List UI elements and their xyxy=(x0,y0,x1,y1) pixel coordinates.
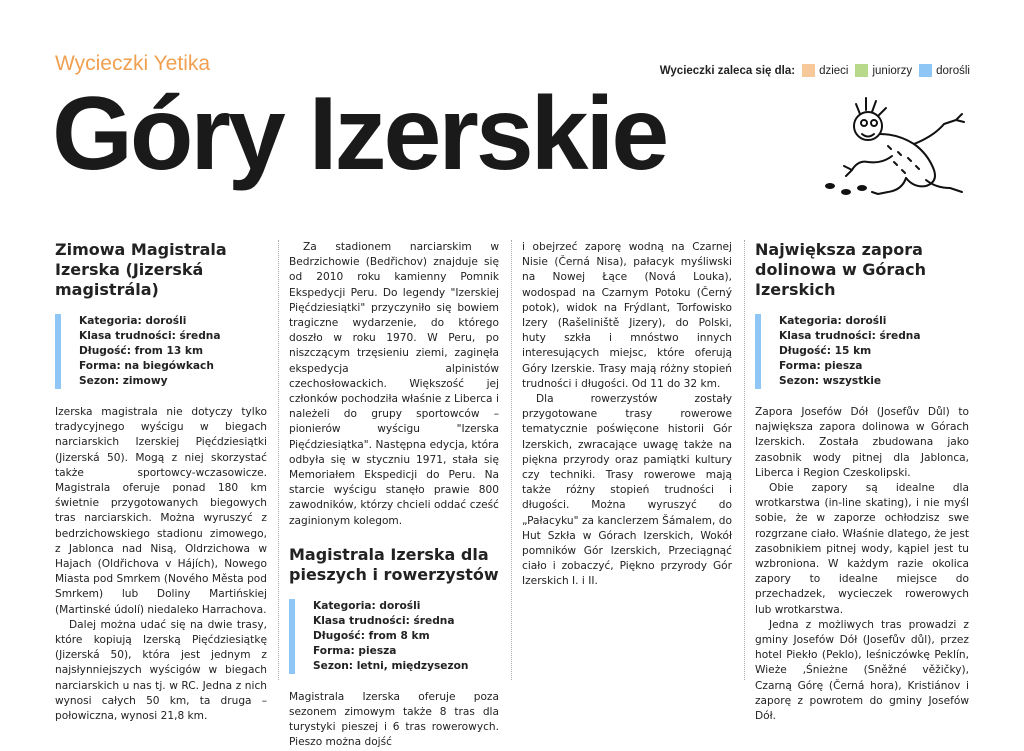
yeti-illustration xyxy=(822,96,972,202)
paragraph: Zapora Josefów Dół (Josefův Důl) to największa zapora dolinowa w Górach Izerskich. Została zbudowana jako zasobnik wody pitnej dla Jablonca, Liberca i Region Czeskolipski. xyxy=(755,406,969,479)
column-1 xyxy=(55,240,267,724)
info-season: Sezon: wszystkie xyxy=(779,375,882,387)
legend-label-children: dzieci xyxy=(819,64,849,77)
paragraph: Dalej można udać się na dwie trasy, które kopiują Izerską Pięćdziesiątkę (Jizerská 50), która jest jednym z najsłynniejszych wyścigów w biegach narciarskich u nas tj. w RC. Jedna z nich wynosi całych 50 km, ta druga – połowiczna, wynosi 21,8 km. xyxy=(55,618,267,723)
legend-swatch-juniors xyxy=(855,64,868,77)
column-3 xyxy=(522,240,732,590)
info-category: Kategoria: dorośli xyxy=(313,599,421,612)
info-season: Sezon: zimowy xyxy=(79,375,168,387)
legend-label-adults: dorośli xyxy=(936,64,970,77)
info-difficulty: Klasa trudności: średna xyxy=(779,330,921,342)
info-form: Forma: na biegówkach xyxy=(79,360,214,372)
info-length: Długość: from 13 km xyxy=(79,345,203,357)
info-difficulty: Klasa trudności: średna xyxy=(313,614,455,627)
legend-swatch-adults xyxy=(919,64,932,77)
info-category: Kategoria: dorośli xyxy=(79,315,187,327)
legend-caption: Wycieczki zaleca się dla: xyxy=(659,64,796,77)
trip-info-box xyxy=(755,314,969,389)
paragraph: i obejrzeć zaporę wodną na Czarnej Nisie (Černá Nisa), pałacyk myśliwski na Nowej Łące (Nová Louka), wodospad na Czarnym Potoku (Černý potok), widok na Frýdlant, Torfowisko Izery (Rašeliniště Jizery), do Polski, huty szkła i mnóstwo innych interesujących miejsc, które oferują Góry Izerskie. Trasy mają różny stopień trudności i długości. Od 11 do 32 km. xyxy=(522,241,732,390)
column-4 xyxy=(755,240,969,724)
info-season: Sezon: letni, międzysezon xyxy=(313,659,469,672)
info-length: Długość: 15 km xyxy=(779,345,872,357)
audience-legend xyxy=(660,64,970,77)
info-length: Długość: from 8 km xyxy=(313,629,430,642)
paragraph: Jedna z możliwych tras prowadzi z gminy Josefów Dół (Josefův důl), przez hotel Piekło (Peklo), leśniczówkę Peklín, Wieże ‚Śnieżne (Sněžné věžičky), Czarną Górę (Černá hora), Kristiánov i zaporę z powrotem do gminy Josefów Dół. xyxy=(755,618,969,723)
column-2 xyxy=(289,240,499,751)
paragraph: Obie zapory są idealne dla wrotkarstwa (in-line skating), i nie myśl sobie, że w zaporze ochłodzisz swe rozgrzane ciało. Właśnie dlatego, że jest zasobnikiem pitnej wody, kąpiel jest tu wzbroniona. W każdym razie okolica zapory to idealne miejsce do przechadzek, wycieczek rowerowych lub wrotkarstwa. xyxy=(755,482,969,616)
series-title: Wycieczki Yetika xyxy=(55,52,211,75)
column-divider xyxy=(511,240,512,680)
trip-info-box xyxy=(289,599,499,674)
paragraph: Dla rowerzystów zostały przygotowane trasy rowerowe tematycznie poświęcone historii Gór Izerskich, zwracające uwagę także na piękna przyrody oraz pamiątki kultury czy techniki. Trasy rowerowe mają także różny stopień trudności i długości. Można wyruszyć do „Pałacyku" za kanclerzem Šámalem, do Hut Szkła w Górach Izerskich, Wokół pomników Gór Izerskich, Przeciągnąć ciało i zobaczyć, Piękno przyrody Gór Izerskich I. i II. xyxy=(522,393,732,588)
paragraph: Magistrala Izerska oferuje poza sezonem zimowym także 8 tras dla turystyki pieszej i 6 tras rowerowych. Pieszo można dojść xyxy=(289,690,499,749)
column-divider xyxy=(278,240,279,680)
paragraph: Izerska magistrala nie dotyczy tylko tradycyjnego wyścigu w biegach narciarskich Izerskiej Pięćdziesiątki (Jizerská 50). Mogą z niej skorzystać także sportowcy-wczasowicze. Magistrala oferuje ponad 180 km świetnie przygotowanych biegowych tras narciarskich. Można wyruszyć z bedrzichowskiego stadionu zimowego, z Jablonca nad Nisą, Oldrzichowa w Hajach (Oldřichova v Hájích), Nowego Miasta pod Smrkem (Nového Města pod Smrkem) lub Doliny Martińskiej (Martinské údolí) niedaleko Harrachova. xyxy=(55,406,267,616)
page-title: Góry Izerskie xyxy=(52,76,667,192)
section-heading: Największa zapora dolinowa w Górach Izerskich xyxy=(755,240,926,299)
section-heading: Zimowa Magistrala Izerska (Jizerská magistrála) xyxy=(55,240,227,299)
legend-swatch-children xyxy=(802,64,815,77)
column-divider xyxy=(744,240,745,680)
info-category: Kategoria: dorośli xyxy=(779,315,887,327)
section-heading: Magistrala Izerska dla pieszych i rowerzystów xyxy=(289,544,499,584)
info-difficulty: Klasa trudności: średna xyxy=(79,330,221,342)
info-form: Forma: piesza xyxy=(313,644,397,657)
info-form: Forma: piesza xyxy=(779,360,863,372)
trip-info-box xyxy=(55,314,267,389)
legend-label-juniors: juniorzy xyxy=(872,64,913,77)
paragraph: Za stadionem narciarskim w Bedrzichowie (Bedřichov) znajduje się od 2010 roku kamienny Pomnik Ekspedycji Peru. Do legendy "Izerskiej Pięćdziesiątki" przyczyniło się bowiem tragiczne wydarzenie, do którego doszło w roku 1970. W Peru, po niszczącym trzęsieniu ziemi, zaginęła ekspedycja alpinistów czechosłowackich. Większość jej członków pochodziła właśnie z Liberca i należeli do grupy sportowców – pionierów wyścigu "Izerska Pięćdziesiątka". Następna edycja, która odbyła się w styczniu 1971, stała się Memoriałem Ekspedicji do Peru. Na starcie wyścigu stanęło prawie 800 zawodników, którzy chcieli oddać cześć zaginionym kolegom. xyxy=(289,241,499,527)
